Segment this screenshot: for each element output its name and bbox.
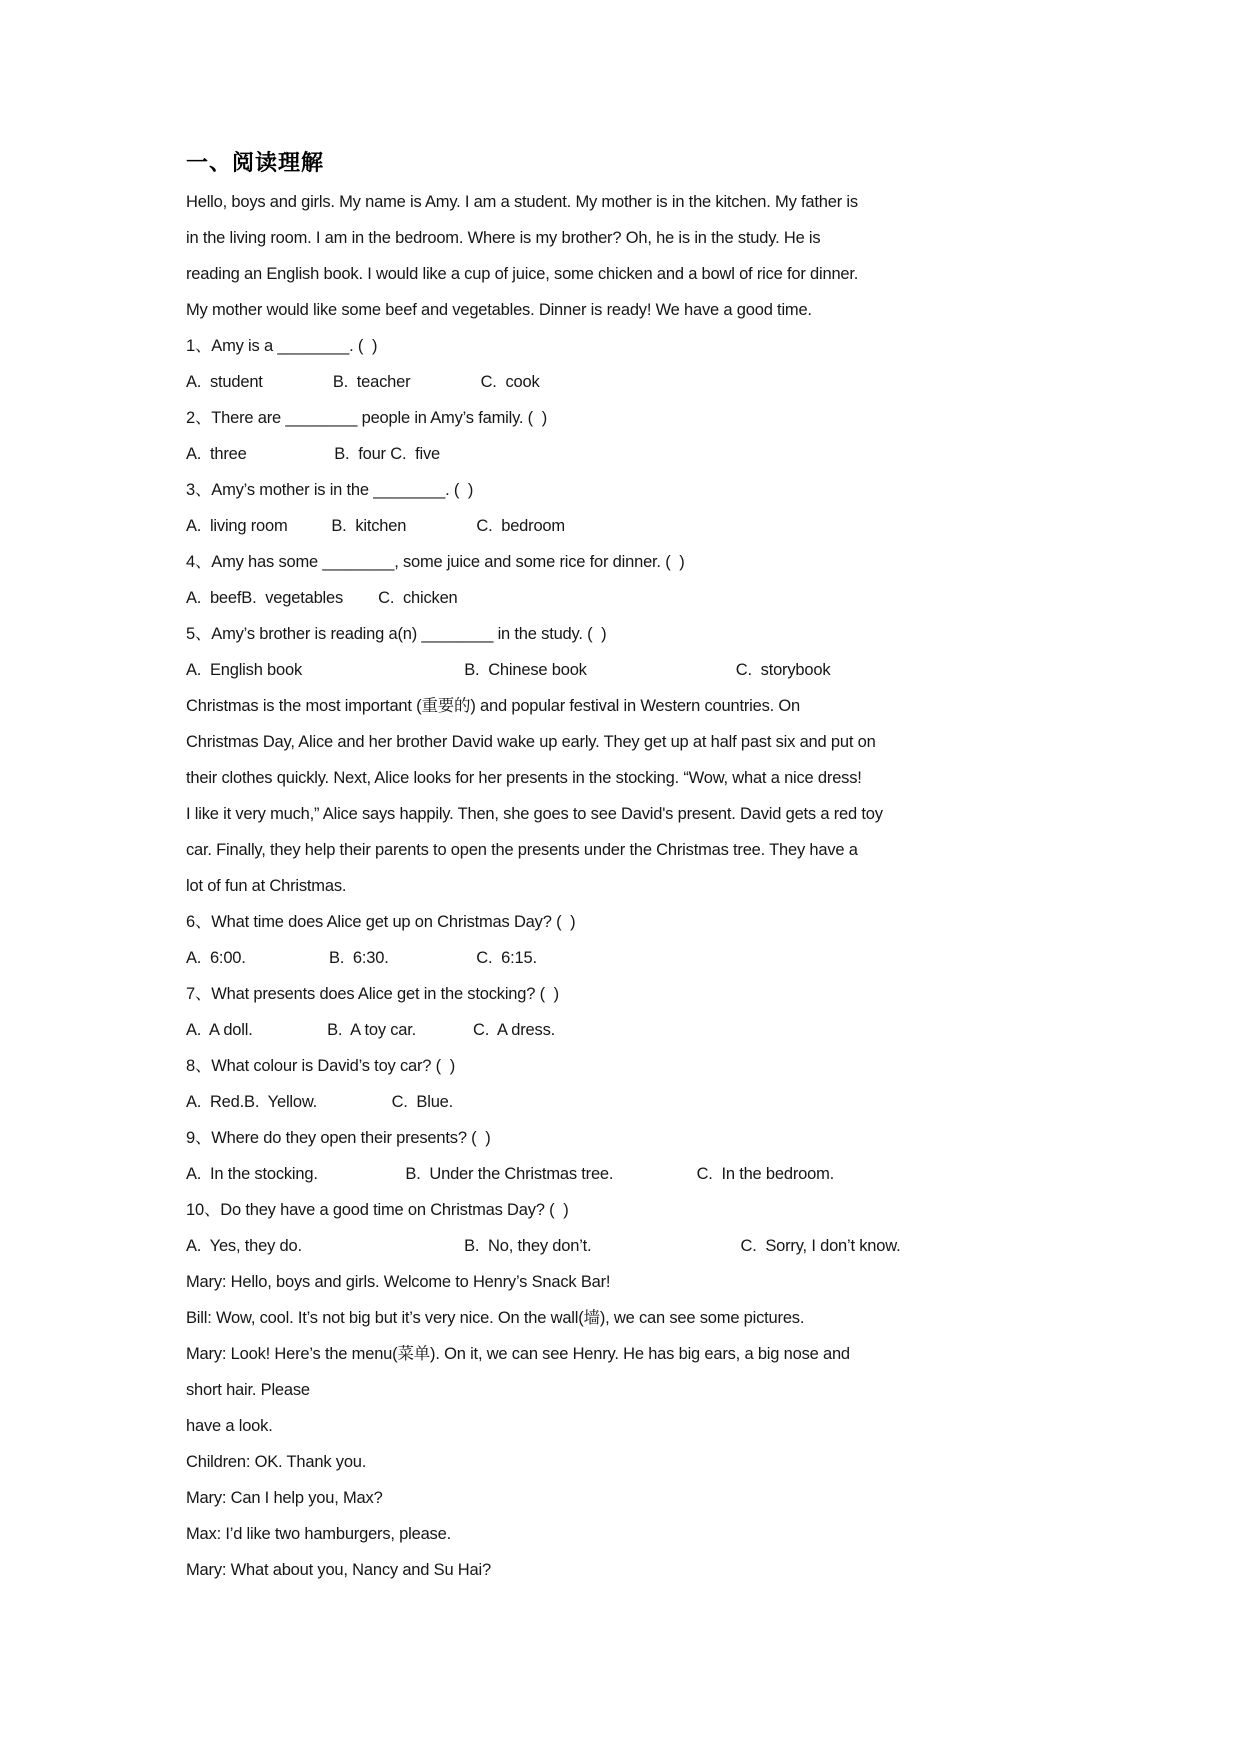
options-line: A. English book B. Chinese book C. storybook	[186, 661, 831, 679]
dialogue-line: have a look.	[186, 1417, 273, 1435]
passage-line: I like it very much,” Alice says happily. Then, she goes to see David's present. David gets a red toy	[186, 805, 883, 823]
question-line: 6、What time does Alice get up on Christmas Day? ( )	[186, 913, 576, 931]
options-line: A. In the stocking. B. Under the Christmas tree. C. In the bedroom.	[186, 1165, 835, 1183]
options-line: A. three B. four C. five	[186, 445, 440, 463]
dialogue-line: short hair. Please	[186, 1381, 310, 1399]
options-line: A. student B. teacher C. cook	[186, 373, 540, 391]
options-line: A. A doll. B. A toy car. C. A dress.	[186, 1021, 556, 1039]
section-heading: 一、阅读理解	[186, 150, 325, 175]
passage-line: car. Finally, they help their parents to open the presents under the Christmas tree. They have a	[186, 841, 858, 859]
question-line: 7、What presents does Alice get in the stocking? ( )	[186, 985, 559, 1003]
question-line: 4、Amy has some ________, some juice and some rice for dinner. ( )	[186, 553, 685, 571]
passage-line: Christmas Day, Alice and her brother David wake up early. They get up at half past six and put on	[186, 733, 876, 751]
passage-line: Hello, boys and girls. My name is Amy. I am a student. My mother is in the kitchen. My father is	[186, 193, 858, 211]
question-line: 5、Amy’s brother is reading a(n) ________ in the study. ( )	[186, 625, 607, 643]
options-line: A. living room B. kitchen C. bedroom	[186, 517, 565, 535]
question-line: 10、Do they have a good time on Christmas Day? ( )	[186, 1201, 569, 1219]
dialogue-line: Mary: Can I help you, Max?	[186, 1489, 383, 1507]
question-line: 9、Where do they open their presents? ( )	[186, 1129, 491, 1147]
dialogue-line: Mary: What about you, Nancy and Su Hai?	[186, 1561, 491, 1579]
dialogue-line: Max: I’d like two hamburgers, please.	[186, 1525, 451, 1543]
passage-line: in the living room. I am in the bedroom. Where is my brother? Oh, he is in the study. He is	[186, 229, 821, 247]
options-line: A. beefB. vegetables C. chicken	[186, 589, 458, 607]
question-line: 1、Amy is a ________. ( )	[186, 337, 378, 355]
question-line: 3、Amy’s mother is in the ________. ( )	[186, 481, 474, 499]
passage-line: reading an English book. I would like a cup of juice, some chicken and a bowl of rice for dinner.	[186, 265, 859, 283]
question-line: 2、There are ________ people in Amy’s family. ( )	[186, 409, 548, 427]
document-content	[186, 148, 1086, 1588]
dialogue-line: Mary: Hello, boys and girls. Welcome to Henry’s Snack Bar!	[186, 1273, 611, 1291]
dialogue-line: Children: OK. Thank you.	[186, 1453, 367, 1471]
passage-line: lot of fun at Christmas.	[186, 877, 347, 895]
passage-line: their clothes quickly. Next, Alice looks for her presents in the stocking. “Wow, what a nice dress!	[186, 769, 862, 787]
dialogue-line: Mary: Look! Here’s the menu(菜单). On it, we can see Henry. He has big ears, a big nose and	[186, 1345, 850, 1363]
dialogue-line: Bill: Wow, cool. It’s not big but it’s very nice. On the wall(墙), we can see some pictures.	[186, 1309, 805, 1327]
passage-line: Christmas is the most important (重要的) and popular festival in Western countries. On	[186, 697, 800, 715]
passage-line: My mother would like some beef and vegetables. Dinner is ready! We have a good time.	[186, 301, 812, 319]
options-line: A. Red.B. Yellow. C. Blue.	[186, 1093, 454, 1111]
question-line: 8、What colour is David’s toy car? ( )	[186, 1057, 456, 1075]
document-body	[186, 184, 1086, 1588]
options-line: A. Yes, they do. B. No, they don’t. C. Sorry, I don’t know.	[186, 1237, 901, 1255]
options-line: A. 6:00. B. 6:30. C. 6:15.	[186, 949, 537, 967]
